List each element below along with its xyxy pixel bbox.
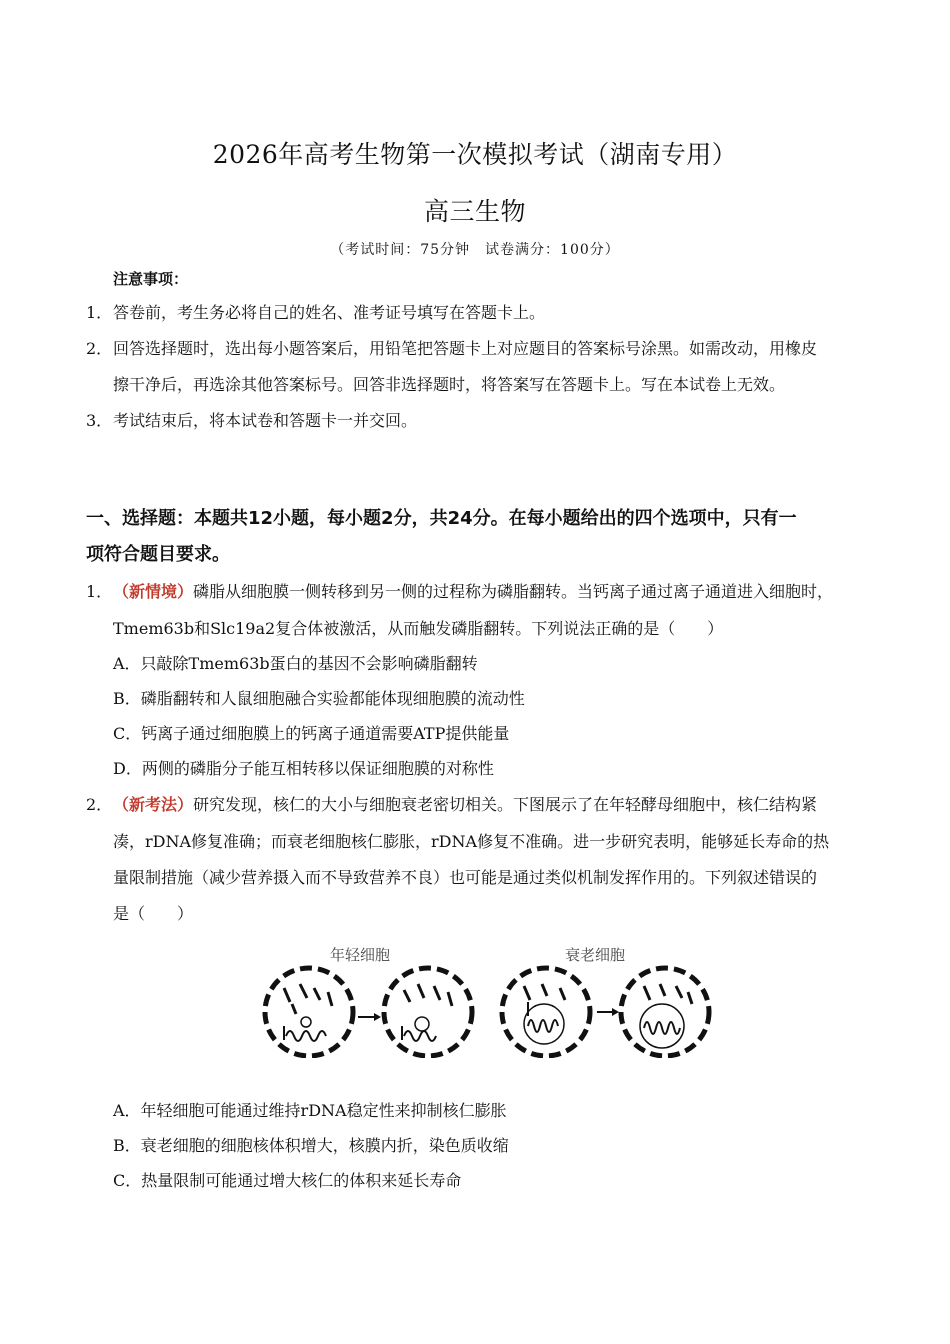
old-cell-2 <box>621 968 709 1056</box>
answer-option: A．年轻细胞可能通过维持rDNA稳定性来抑制核仁膨胀 <box>113 1101 507 1120</box>
cell-diagram <box>262 940 712 1058</box>
page-title: 2026年高考生物第一次模拟考试（湖南专用） <box>212 140 738 169</box>
question-tag: （新情境） <box>113 582 194 601</box>
answer-option: C．热量限制可能通过增大核仁的体积来延长寿命 <box>113 1171 462 1190</box>
question-number: 1． <box>86 582 113 601</box>
young-cell-label: 年轻细胞 <box>330 946 391 964</box>
answer-option: D．两侧的磷脂分子能互相转移以保证细胞膜的对称性 <box>113 759 494 778</box>
page-subtitle: 高三生物 <box>423 197 526 226</box>
question-stem <box>113 794 817 816</box>
answer-option: C．钙离子通过细胞膜上的钙离子通道需要ATP提供能量 <box>113 724 510 743</box>
answer-option: B．磷脂翻转和人鼠细胞融合实验都能体现细胞膜的流动性 <box>113 689 525 708</box>
question-stem-text: 磷脂从细胞膜一侧转移到另一侧的过程称为磷脂翻转。当钙离子通过离子通道进入细胞时， <box>193 582 834 601</box>
young-cell-1 <box>265 968 353 1056</box>
section-heading: 项符合题目要求。 <box>86 544 230 565</box>
question-stem <box>113 581 833 603</box>
answer-option: A．只敲除Tmem63b蛋白的基因不会影响磷脂翻转 <box>113 654 478 673</box>
question-number: 2． <box>86 795 113 814</box>
exam-info: （考试时间：75分钟 试卷满分：100分） <box>330 242 620 258</box>
question-stem-text: 研究发现，核仁的大小与细胞衰老密切相关。下图展示了在年轻酵母细胞中，核仁结构紧 <box>193 795 818 814</box>
notice-heading: 注意事项： <box>113 270 189 288</box>
young-cell-2 <box>384 968 472 1056</box>
section-heading: 一、选择题：本题共12小题，每小题2分，共24分。在每小题给出的四个选项中，只有一 <box>86 508 797 529</box>
old-cell-1 <box>502 968 590 1056</box>
answer-option: B．衰老细胞的细胞核体积增大，核膜内折，染色质收缩 <box>113 1136 509 1155</box>
notice-item-text: 回答选择题时，选出每小题答案后，用铅笔把答题卡上对应题目的答案标号涂黑。如需改动，用橡皮 <box>113 339 818 358</box>
question-stem-text: 是（ ） <box>113 904 194 923</box>
notice-item-text: 考试结束后，将本试卷和答题卡一并交回。 <box>113 411 418 430</box>
question-stem-text: Tmem63b和Slc19a2复合体被激活，从而触发磷脂翻转。下列说法正确的是（ ） <box>113 619 724 638</box>
question-stem-text: 凑，rDNA修复准确；而衰老细胞核仁膨胀，rDNA修复不准确。进一步研究表明，能够延长寿命的热 <box>113 832 830 851</box>
notice-item-text: 擦干净后，再选涂其他答案标号。回答非选择题时，将答案写在答题卡上。写在本试卷上无效。 <box>113 375 786 394</box>
notice-item-number: 3． <box>86 411 113 430</box>
old-cell-label: 衰老细胞 <box>565 946 626 964</box>
question-stem-text: 量限制措施（减少营养摄入而不导致营养不良）也可能是通过类似机制发挥作用的。下列叙述错误的 <box>113 868 818 887</box>
notice-item-text: 答卷前，考生务必将自己的姓名、准考证号填写在答题卡上。 <box>113 303 546 322</box>
cell-diagram-svg <box>262 940 712 1058</box>
notice-item-number: 1． <box>86 303 113 322</box>
question-tag: （新考法） <box>113 795 194 814</box>
notice-item-number: 2． <box>86 339 113 358</box>
